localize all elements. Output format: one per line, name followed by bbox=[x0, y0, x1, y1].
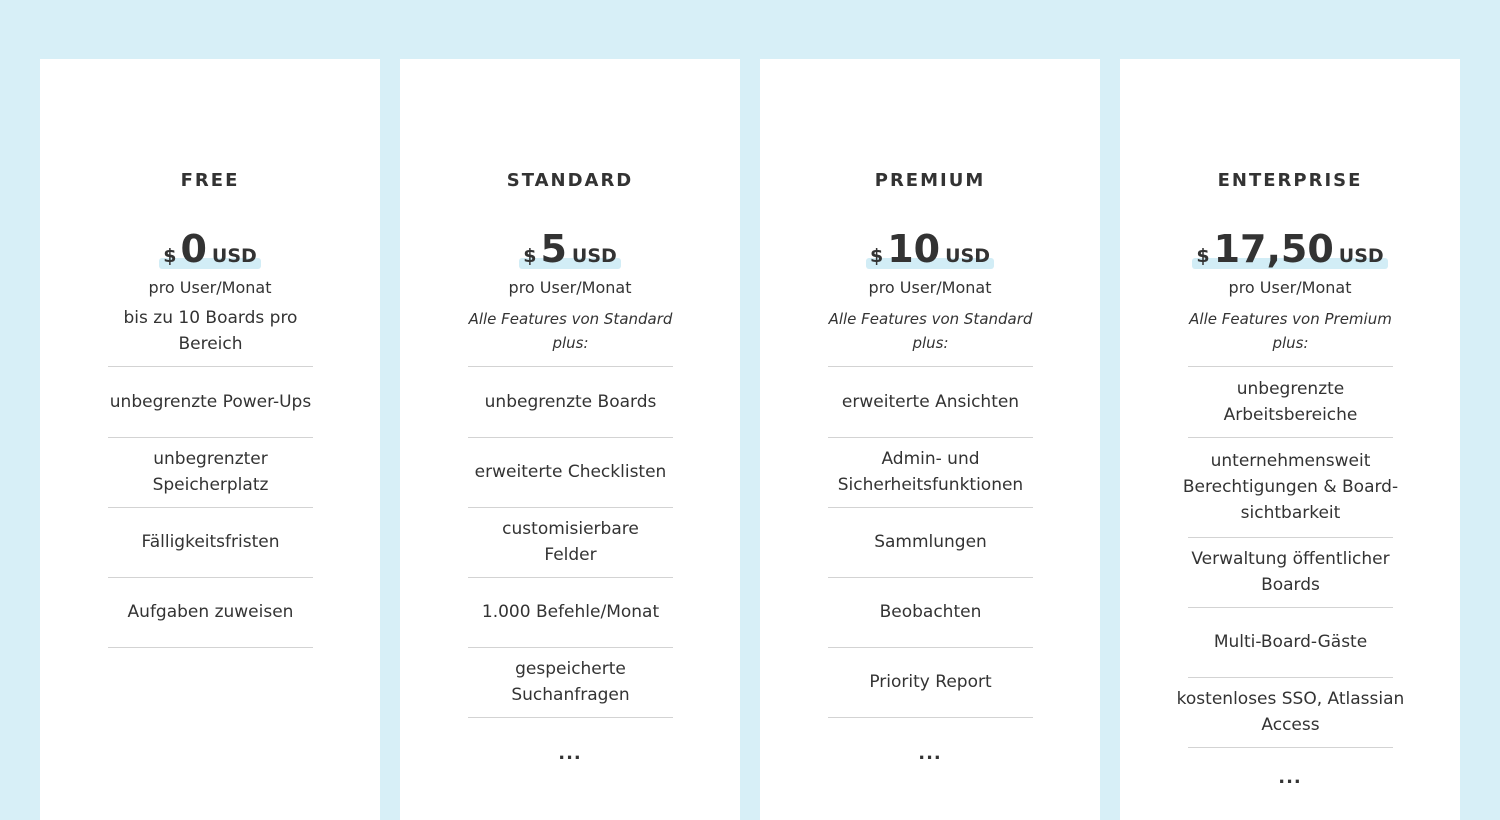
price-period: pro User/Monat bbox=[148, 278, 272, 297]
feature-item: Beobachten bbox=[828, 577, 1033, 648]
price-unit: USD bbox=[571, 245, 617, 267]
features-intro: Alle Features von Standard plus: bbox=[828, 296, 1033, 367]
price bbox=[400, 227, 740, 271]
price-unit: USD bbox=[211, 245, 257, 267]
price-period: pro User/Monat bbox=[508, 278, 632, 297]
plan-card-standard bbox=[400, 59, 740, 820]
price-amount: 5 bbox=[540, 227, 567, 271]
feature-item: Aufgaben zuweisen bbox=[108, 577, 313, 648]
feature-item: unbegrenzter Speicherplatz bbox=[108, 437, 313, 508]
price bbox=[1120, 227, 1460, 271]
price-amount: 17,50 bbox=[1213, 227, 1334, 271]
price bbox=[40, 227, 380, 271]
plan-name: STANDARD bbox=[506, 170, 634, 191]
price-unit: USD bbox=[1338, 245, 1384, 267]
price-currency: $ bbox=[523, 245, 537, 267]
plan-name: ENTERPRISE bbox=[1217, 170, 1363, 191]
plan-card-premium bbox=[760, 59, 1100, 820]
more-ellipsis: ... bbox=[918, 743, 942, 764]
price bbox=[760, 227, 1100, 271]
feature-item: unbegrenzte Boards bbox=[468, 367, 673, 438]
feature-item: Admin- und Sicherheitsfunktionen bbox=[828, 437, 1033, 508]
feature-item: Fälligkeitsfristen bbox=[108, 507, 313, 578]
price-period: pro User/Monat bbox=[868, 278, 992, 297]
features-intro: Alle Features von Premium plus: bbox=[1188, 296, 1393, 367]
price-currency: $ bbox=[1196, 245, 1210, 267]
price-currency: $ bbox=[163, 245, 177, 267]
price-period: pro User/Monat bbox=[1228, 278, 1352, 297]
feature-item: unbegrenzte Power-Ups bbox=[108, 367, 313, 438]
feature-item: Sammlungen bbox=[828, 507, 1033, 578]
price-amount: 0 bbox=[180, 227, 207, 271]
features-intro: Alle Features von Standard plus: bbox=[468, 296, 673, 367]
feature-item: Priority Report bbox=[828, 647, 1033, 718]
feature-item: unbegrenzte Arbeitsbereiche bbox=[1188, 367, 1393, 438]
more-ellipsis: ... bbox=[558, 743, 582, 764]
feature-item: Multi-Board-Gäste bbox=[1188, 607, 1393, 678]
plan-card-free bbox=[40, 59, 380, 820]
price-unit: USD bbox=[945, 245, 990, 267]
price-amount: 10 bbox=[887, 227, 941, 271]
feature-item: gespeicherte Suchanfragen bbox=[468, 647, 673, 718]
plan-card-enterprise bbox=[1120, 59, 1460, 820]
more-ellipsis: ... bbox=[1278, 767, 1302, 788]
feature-item: erweiterte Checklisten bbox=[468, 437, 673, 508]
price-currency: $ bbox=[869, 245, 884, 267]
feature-item: kostenloses SSO, Atlassian Access bbox=[1188, 677, 1393, 748]
feature-item: erweiterte Ansichten bbox=[828, 367, 1033, 438]
plan-name: PREMIUM bbox=[874, 170, 986, 191]
feature-item: customisierbare Felder bbox=[468, 507, 673, 578]
feature-item: bis zu 10 Boards pro Bereich bbox=[108, 296, 313, 367]
plan-name: FREE bbox=[180, 170, 240, 191]
feature-item: unternehmensweit Berechtigungen & Board-sichtbarkeit bbox=[1188, 437, 1393, 538]
feature-item: Verwaltung öffentlicher Boards bbox=[1188, 537, 1393, 608]
feature-item: 1.000 Befehle/Monat bbox=[468, 577, 673, 648]
